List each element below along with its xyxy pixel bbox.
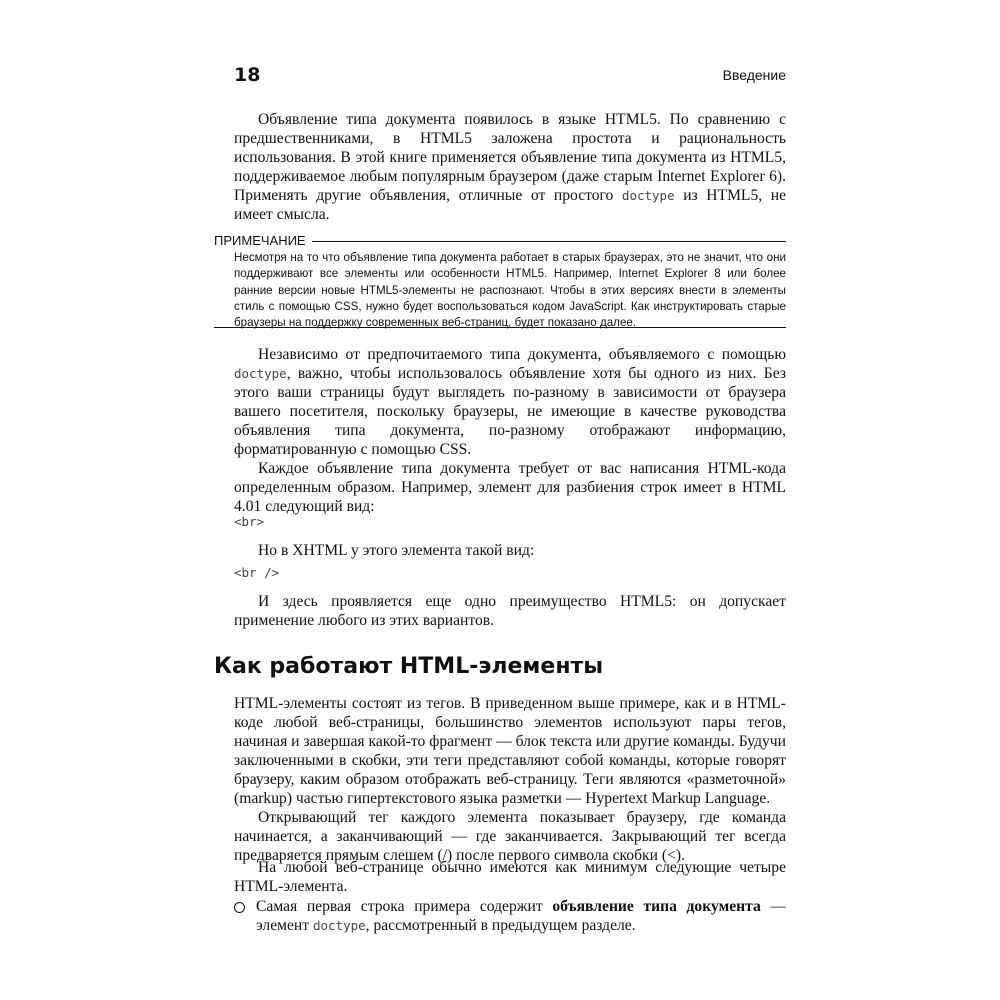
- note-header: [214, 233, 786, 249]
- inline-code-doctype: doctype: [312, 918, 366, 933]
- inline-code-doctype: doctype: [234, 366, 287, 381]
- note-title: ПРИМЕЧАНИЕ: [214, 233, 312, 249]
- note-text: Несмотря на то что объявление типа документа работает в старых браузерах, это не значит, что они поддерживают все элементы или особенности HTML5. Например, Internet Explorer 8 или более ранние версии новые HTML5-элементы не распознают. Чтобы в этих версиях внести в элементы стиль с помощью CSS, нужно будет воспользоваться кодом JavaScript. Как инструктировать старые браузеры на поддержку современных веб-страниц, будет показано далее.: [234, 251, 786, 330]
- page-number: 18: [234, 64, 261, 86]
- code-br-xhtml: <br />: [234, 565, 280, 580]
- circle-bullet-icon: [234, 902, 245, 913]
- paragraph-html401: Каждое объявление типа документа требует от вас написания HTML-кода определенным образом. Например, элемент для разбиения строк имеет в HTML 4.01 следующий вид:: [234, 460, 786, 515]
- paragraph-doctype-html5: Объявление типа документа появилось в языке HTML5. По сравнению с предшественниками, в HTML5 заложена простота и рациональность использования. В этой книге применяется объявление типа документа из HTML5, поддерживаемое любым популярным браузером (даже старым Internet Explorer 6). Применять другие объявления, отличные от простого doctype из HTML5, не имеет смысла.: [234, 111, 787, 223]
- paragraph-four-elements: На любой веб-странице обычно имеются как минимум следующие четыре HTML-элемента.: [234, 859, 786, 895]
- paragraph-doctype-importance: Независимо от предпочитаемого типа документа, объявляемого с помощью doctype, важно, чтобы использовалось объявление хотя бы одного из них. Без этого ваши страницы будут выглядеть по-разному в зависимости от браузера вашего посетителя, поскольку браузеры, не имеющие в качестве руководства объявления типа документа, по-разному отображают информацию, форматированную с помощью CSS.: [234, 346, 786, 458]
- section-heading: Как работают HTML-элементы: [214, 654, 604, 679]
- running-title: Введение: [722, 67, 786, 83]
- code-br-html401: <br>: [234, 514, 265, 529]
- inline-code-doctype: doctype: [621, 188, 675, 203]
- paragraph-html-elements: HTML-элементы состоят из тегов. В приведенном выше примере, как и в HTML-коде любой веб-страницы, большинство элементов используют пары тегов, начиная и завершая какой-то фрагмент — блок текста или другие команды. Будучи заключенными в скобки, эти теги представляют собой команды, которые говорят браузеру, каким образом отображать веб-страницу. Теги являются «разметочной» (markup) частью гипертекстового языка разметки — Hypertext Markup Language.: [234, 695, 786, 807]
- paragraph-opening-tag: Открывающий тег каждого элемента показывает браузеру, где команда начинается, а заканчивающий — где заканчивается. Закрывающий тег всегда предваряется прямым слешем (/) после первого символа скобки (<).: [234, 809, 786, 864]
- bold-term: объявление типа документа: [552, 898, 761, 915]
- paragraph-xhtml: Но в XHTML у этого элемента такой вид:: [258, 542, 535, 559]
- paragraph-html5-advantage: И здесь проявляется еще одно преимущество HTML5: он допускает применение любого из этих вариантов.: [234, 593, 786, 629]
- bullet-text: Самая первая строка примера содержит объявление типа документа — элемент doctype, рассмотренный в предыдущем разделе.: [256, 898, 786, 934]
- note-bottom-rule: [214, 327, 786, 328]
- page-header: [234, 64, 786, 88]
